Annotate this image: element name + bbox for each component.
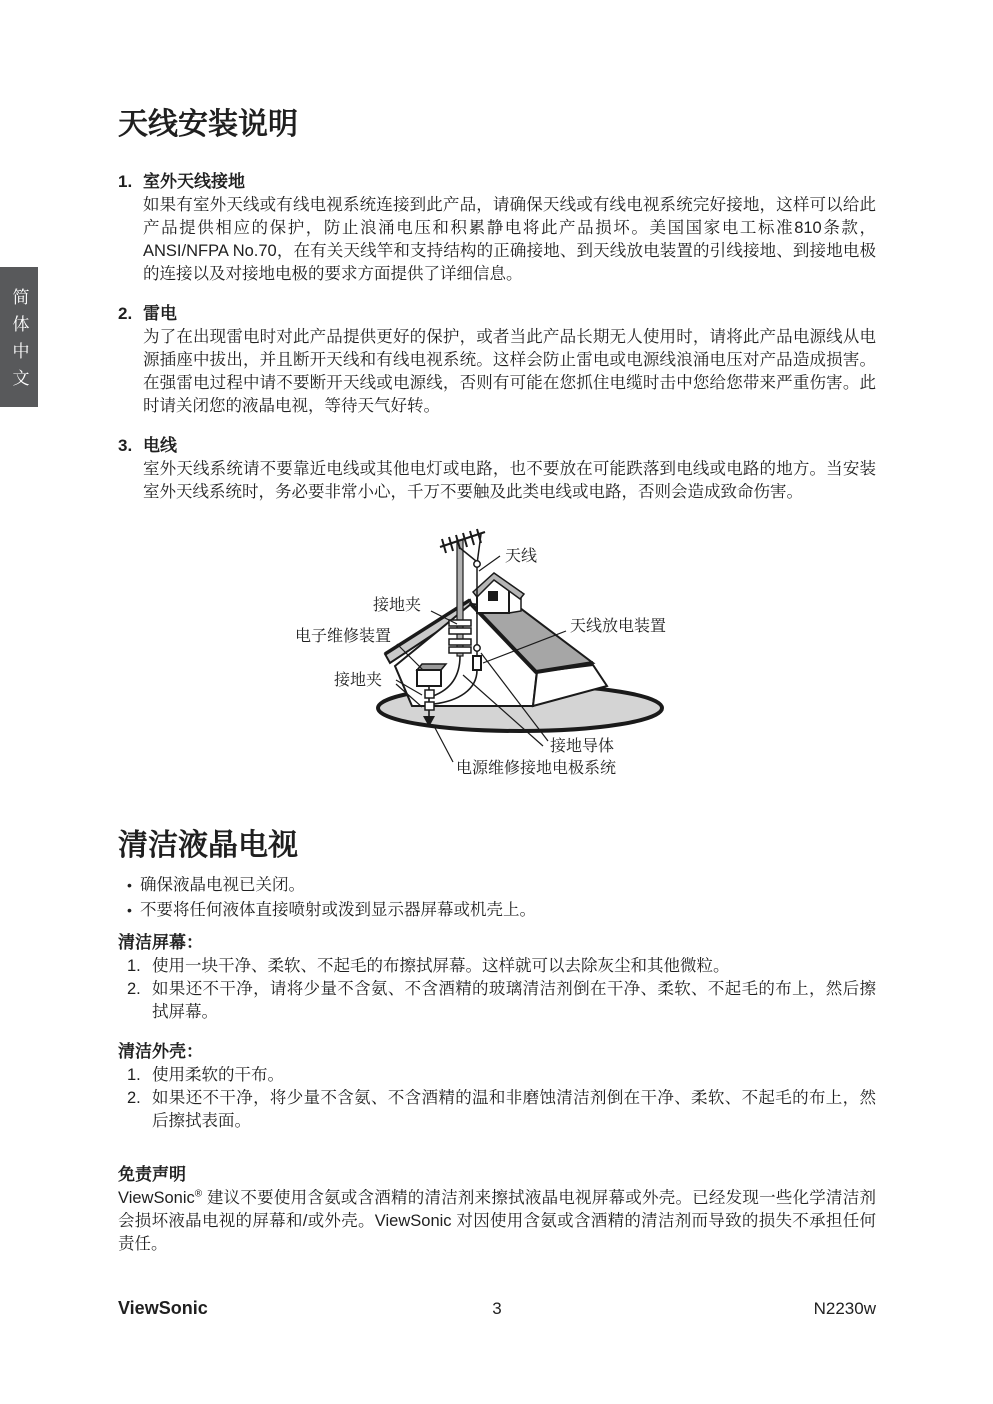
antenna-discharge-unit-shape	[473, 656, 481, 670]
list-number: 2.	[127, 1089, 141, 1107]
wire-standoff-top	[474, 561, 480, 567]
list-number: 1.	[127, 957, 141, 975]
antenna-item-grounding	[118, 170, 876, 286]
antenna-section-title: 天线安装说明	[118, 108, 298, 141]
item-number: 2.	[118, 304, 133, 323]
item-heading: 室外天线接地	[143, 172, 245, 191]
rod-clamp-2	[425, 702, 434, 710]
list-text: 如果还不干净，请将少量不含氨、不含酒精的玻璃清洁剂倒在干净、柔软、不起毛的布上，然后擦拭屏幕。	[152, 980, 876, 1021]
dormer-window	[488, 591, 498, 601]
disclaimer-text: 建议不要使用含氨或含酒精的清洁剂来擦拭液晶电视屏幕或外壳。已经发现一些化学清洁剂会损坏液晶电视的屏幕和/或外壳。ViewSonic 对因使用含氨或含酒精的清洁剂而导致的损失不承担任何责任。	[118, 1189, 876, 1253]
language-tab	[0, 267, 38, 407]
disclaimer-heading: 免责声明	[118, 1165, 186, 1184]
label-grounding-conductors: 接地导体	[550, 738, 615, 755]
bullet-item	[118, 873, 876, 898]
wire-standoff-bottom	[474, 645, 480, 651]
list-text: 使用柔软的干布。	[152, 1066, 284, 1084]
list-item	[118, 1064, 876, 1087]
list-item	[118, 955, 876, 978]
clean-screen-heading: 清洁屏幕：	[118, 933, 203, 952]
label-electric-service-equipment: 电子维修装置	[295, 628, 392, 645]
bullet-marker: •	[127, 902, 132, 918]
list-text: 如果还不干净，将少量不含氨、不含酒精的温和非磨蚀清洁剂倒在干净、柔软、不起毛的布上，然后擦拭表面。	[152, 1089, 876, 1130]
label-antenna: 天线	[505, 548, 538, 565]
cleaning-section-title: 清洁液晶电视	[118, 829, 298, 862]
antenna-item-lightning	[118, 302, 876, 418]
clean-screen-list	[118, 955, 876, 1024]
label-ground-clamp-bottom: 接地夹	[334, 672, 383, 689]
grounding-diagram-figure	[293, 520, 713, 785]
item-number: 1.	[118, 172, 133, 191]
label-power-service-grounding: 电源维修接地电极系统	[456, 760, 617, 777]
footer-model: N2230w	[813, 1299, 876, 1318]
brand-name: ViewSonic	[118, 1189, 195, 1207]
service-equipment-box	[417, 670, 441, 686]
list-number: 1.	[127, 1066, 141, 1084]
registered-mark: ®	[194, 1188, 203, 1200]
item-body: 为了在出现雷电时对此产品提供更好的保护，或者当此产品长期无人使用时，请将此产品电源线从电源插座中拔出，并且断开天线和有线电视系统。这样会防止雷电或电源线浪涌电压对产品造成损害。在强雷电过程中请不要断开天线或电源线，否则有可能在您抓住电缆时击中您给您带来严重伤害。此时请关闭您的液晶电视，等待天气好转。	[143, 328, 876, 415]
bullet-item	[118, 898, 876, 923]
clean-case-heading: 清洁外壳：	[118, 1042, 203, 1061]
disclaimer-body	[118, 1187, 876, 1256]
item-heading: 雷电	[143, 304, 177, 323]
cleaning-bullets	[118, 873, 876, 923]
item-body: 室外天线系统请不要靠近电线或其他电灯或电路，也不要放在可能跌落到电线或电路的地方。当安装室外天线系统时，务必要非常小心，千万不要触及此类电线或电路，否则会造成致命伤害。	[143, 460, 876, 501]
bullet-text: 不要将任何液体直接喷射或泼到显示器屏幕或机壳上。	[140, 901, 536, 919]
list-text: 使用一块干净、柔软、不起毛的布擦拭屏幕。这样就可以去除灰尘和其他微粒。	[152, 957, 730, 975]
label-ground-clamp-top: 接地夹	[373, 597, 422, 614]
language-tab-label: 简体中文	[9, 288, 29, 396]
item-body: 如果有室外天线或有线电视系统连接到此产品，请确保天线或有线电视系统完好接地，这样可以给此产品提供相应的保护，防止浪涌电压和积累静电将此产品损坏。美国国家电工标准810条款，ANSI/NFPA No.70，在有关天线竿和支持结构的正确接地、到天线放电装置的引线接地、到接地电极的连接以及对接地电极的要求方面提供了详细信息。	[143, 196, 876, 283]
bullet-text: 确保液晶电视已关闭。	[140, 876, 305, 894]
clean-case-list	[118, 1064, 876, 1133]
grounding-diagram	[293, 520, 713, 785]
footer-page-number: 3	[492, 1299, 502, 1318]
label-antenna-discharge-unit: 天线放电装置	[570, 618, 667, 635]
rod-clamp-1	[425, 690, 434, 698]
bullet-marker: •	[127, 877, 132, 893]
list-number: 2.	[127, 980, 141, 998]
list-item	[118, 1087, 876, 1133]
list-item	[118, 978, 876, 1024]
antenna-item-powerlines	[118, 434, 876, 504]
item-number: 3.	[118, 436, 133, 455]
page-footer	[118, 1298, 876, 1322]
footer-brand: ViewSonic	[118, 1298, 208, 1318]
item-heading: 电线	[143, 436, 177, 455]
